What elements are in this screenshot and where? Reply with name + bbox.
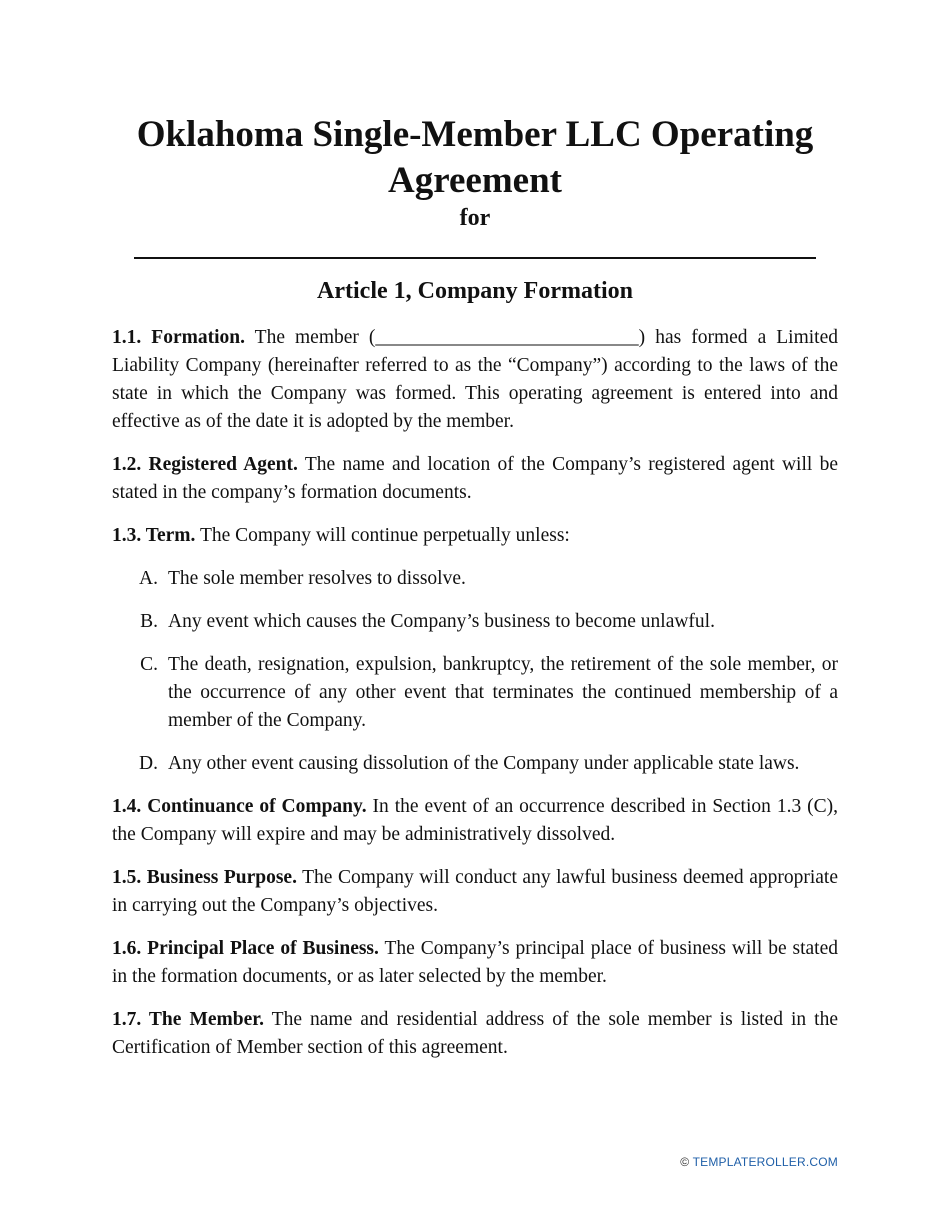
section-1-4: [112, 793, 838, 849]
list-text: The death, resignation, expulsion, bankruptcy, the retirement of the sole member, or the occurrence of any other event that terminates the continued membership of a member of the Company.: [168, 654, 838, 731]
section-label: 1.3. Term.: [112, 525, 196, 546]
list-marker: B.: [140, 611, 158, 632]
list-marker: A.: [139, 568, 158, 589]
title-block: [112, 112, 838, 232]
section-text: The Company’s principal place of business will be stated in the formation documents, or as later selected by the member.: [112, 938, 838, 987]
section-text: The Company will continue perpetually unless:: [195, 525, 570, 546]
section-1-3: [112, 522, 838, 550]
document-title: Oklahoma Single-Member LLC Operating Agreement: [136, 114, 814, 201]
article-heading: Article 1, Company Formation: [317, 278, 633, 304]
section-text: The member (___________________________) has formed a Limited Liability Company (hereinafter referred to as the “Company”) according to the laws of the state in which the Company was formed. This operating agreement is entered into and effective as of the date it is adopted by the member.: [112, 327, 838, 432]
title-divider: [134, 257, 816, 259]
list-item: [112, 750, 838, 778]
term-list: [112, 565, 838, 778]
section-1-7: [112, 1006, 838, 1062]
section-label: 1.2. Registered Agent.: [112, 454, 298, 475]
section-1-6: [112, 935, 838, 991]
section-text: The name and location of the Company’s registered agent will be stated in the company’s formation documents.: [112, 454, 838, 503]
section-label: 1.7. The Member.: [112, 1009, 264, 1030]
footer-site-link[interactable]: TEMPLATEROLLER.COM: [692, 1155, 838, 1169]
list-item: [112, 608, 838, 636]
section-text: The Company will conduct any lawful business deemed appropriate in carrying out the Company’s objectives.: [112, 867, 838, 916]
copyright-icon: ©: [680, 1155, 690, 1169]
list-item: [112, 565, 838, 593]
list-text: Any event which causes the Company’s business to become unlawful.: [168, 611, 715, 632]
section-label: 1.1. Formation.: [112, 327, 245, 348]
list-marker: D.: [139, 753, 158, 774]
list-text: Any other event causing dissolution of the Company under applicable state laws.: [168, 753, 800, 774]
list-marker: C.: [140, 654, 158, 675]
section-text: The name and residential address of the sole member is listed in the Certification of Member section of this agreement.: [112, 1009, 838, 1058]
section-text: In the event of an occurrence described in Section 1.3 (C), the Company will expire and may be administratively dissolved.: [112, 796, 838, 845]
section-label: 1.4. Continuance of Company.: [112, 796, 367, 817]
section-label: 1.5. Business Purpose.: [112, 867, 297, 888]
list-text: The sole member resolves to dissolve.: [168, 568, 466, 589]
footer-credit: [680, 1155, 838, 1169]
section-1-5: [112, 864, 838, 920]
document-body: [112, 324, 838, 1077]
section-label: 1.6. Principal Place of Business.: [112, 938, 379, 959]
document-subtitle: for: [459, 205, 491, 231]
section-1-1: [112, 324, 838, 436]
list-item: [112, 651, 838, 735]
section-1-2: [112, 451, 838, 507]
